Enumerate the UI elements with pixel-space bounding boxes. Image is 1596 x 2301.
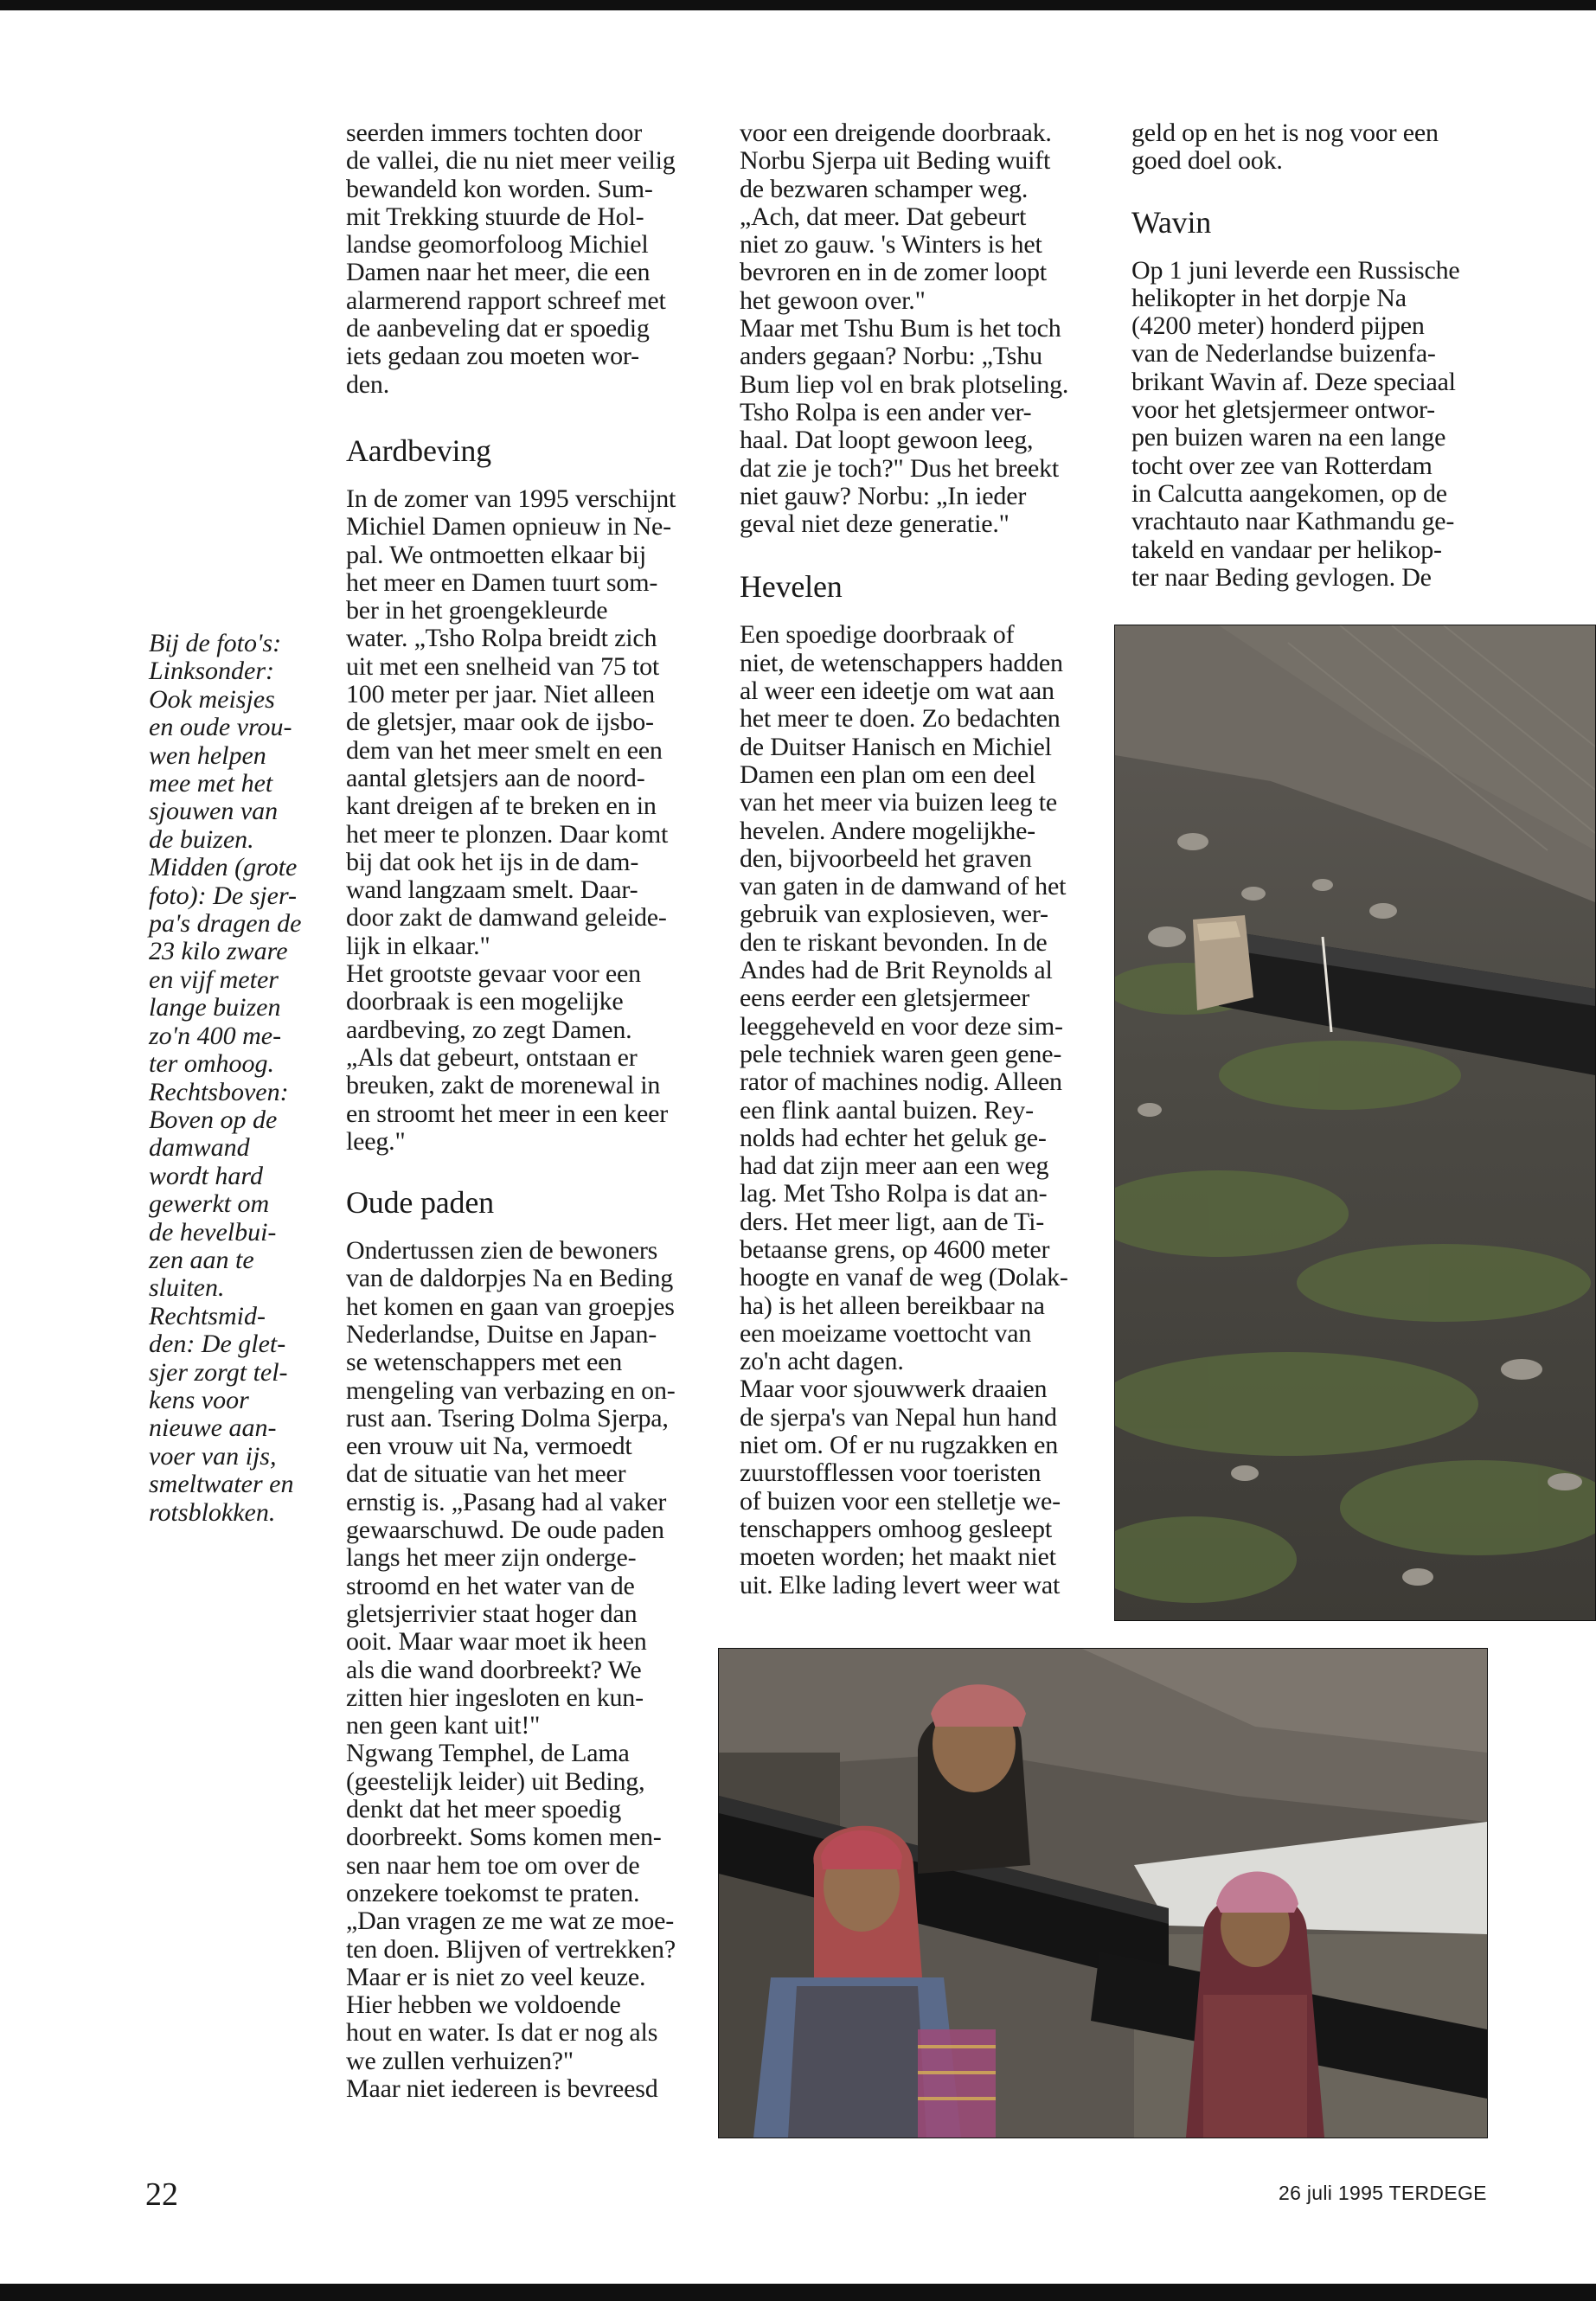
paragraph: Ondertussen zien de bewoners van de daldorpjes Na en Beding het komen en gaan van groepjes Nederlandse, Duitse en Japan- se wetenschappers met een mengeling van verbazing en on- rust aan. Tsering Dolma Sjerpa, een vrouw uit Na, vermoedt dat de situatie van het meer ernstig is. „Pasang had al vaker gewaarschuwd. De oude paden langs het meer zijn onderge- stroomd en het water van de gletsjerrivier staat hoger dan ooit. Maar waar moet ik heen als die wand doorbreekt? We zitten hier ingesloten en kun- nen geen kant uit!" Ngwang Temphel, de Lama (geestelijk leider) uit Beding, denkt dat het meer spoedig doorbreekt. Soms komen men- sen naar hem toe om over de onzekere toekomst te praten. „Dan vragen ze me wat ze moe- ten doen. Blijven of vertrekken? Maar er is niet zo veel keuze. Hier hebben we voldoende hout en water. Is dat er nog als we zullen verhuizen?" Maar niet iedereen is bevreesd — [346, 1236, 676, 2103]
photo-pipe-on-slope — [1114, 625, 1596, 1621]
section-heading-oude-paden: Oude paden — [346, 1185, 494, 1221]
page-bottom-border — [0, 2284, 1596, 2301]
article-column-1 — [346, 119, 709, 2103]
paragraph: In de zomer van 1995 verschijnt Michiel Damen opnieuw in Ne- pal. We ontmoetten elkaar bij het meer en Damen tuurt som- ber in het groengekleurde water. „Tsho Rolpa breidt zich uit met een snelheid van 75 tot 100 meter per jaar. Niet alleen de gletsjer, maar ook de ijsbo- dem van het meer smelt en een aantal gletsjers aan de noord- kant dreigen af te breken en in het meer te plonzen. Daar komt bij dat ook het ijs in de dam- wand langzaam smelt. Daar- door zakt de damwand geleide- lijk in elkaar." Het grootste gevaar voor een doorbraak is een mogelijke aardbeving, zo zegt Damen. „Als dat gebeurt, ontstaan er breuken, zakt de morenewal in en stroomt het meer in een keer leeg." — [346, 484, 676, 1156]
section-heading-wavin: Wavin — [1131, 204, 1212, 240]
page-top-border — [0, 0, 1596, 10]
paragraph: voor een dreigende doorbraak. Norbu Sjerpa uit Beding wuift de bezwaren schamper weg. „Ach, dat meer. Dat gebeurt niet zo gauw. 's Winters is het bevroren en in de zomer loopt het gewoon over." Maar met Tshu Bum is het toch anders gegaan? Norbu: „Tshu Bum liep vol en brak plotseling. Tsho Rolpa is een ander ver- haal. Dat loopt gewoon leeg, dat zie je toch?" Dus het breekt niet gauw? Norbu: „In ieder geval niet deze generatie." — [740, 119, 1069, 539]
paragraph: seerden immers tochten door de vallei, die nu niet meer veilig bewandeld kon worden. Sum- mit Trekking stuurde de Hol- landse geomorfoloog Michiel Damen naar het meer, die een alarmerend rapport schreef met de aanbeveling dat er spoedig iets gedaan zou moeten wor- den. — [346, 119, 676, 399]
paragraph: Een spoedige doorbraak of niet, de wetenschappers hadden al weer een ideetje om wat aan het meer te doen. Zo bedachten de Duitser Hanisch en Michiel Damen een plan om een deel van het meer via buizen leeg te hevelen. Andere mogelijkhe- den, bijvoorbeeld het graven van gaten in de damwand of het gebruik van explosieven, wer- den te riskant bevonden. In de Andes had de Brit Reynolds al eens eerder een gletsjermeer leeggeheveld en voor deze sim- pele techniek waren geen gene- rator of machines nodig. Alleen een flink aantal buizen. Rey- nolds had echter het geluk ge- had dat zijn meer aan een weg lag. Met Tsho Rolpa is dat an- ders. Het meer ligt, aan de Ti- betaanse grens, op 4600 meter hoogte en vanaf de weg (Dolak- ha) is het alleen bereikbaar na een moeizame voettocht van zo'n acht dagen. Maar voor sjouwwerk draaien de sjerpa's van Nepal hun hand niet om. Of er nu rugzakken en zuurstofflessen voor toeristen of buizen voor een stelletje we- tenschappers omhoog gesleept moeten worden; het maakt niet uit. Elke lading levert weer wat — [740, 620, 1068, 1599]
photo-sherpa-girls-carrying-pipes — [718, 1648, 1488, 2138]
issue-date-footer: 26 juli 1995 TERDEGE — [1279, 2182, 1487, 2204]
article-column-2 — [740, 119, 1099, 1599]
article-column-3 — [1131, 119, 1473, 592]
paragraph: Op 1 juni leverde een Russische helikopter in het dorpje Na (4200 meter) honderd pijpen van de Nederlandse buizenfa- brikant Wavin af. Deze speciaal voor het gletsjermeer ontwor- pen buizen waren na een lange tocht over zee van Rotterdam in Calcutta aangekomen, op de vrachtauto naar Kathmandu ge- takeld en vandaar per helikop- ter naar Beding gevlogen. De — [1131, 255, 1460, 592]
photo-caption: Bij de foto's: Linksonder: Ook meisjes en oude vrou- wen helpen mee met het sjouwen van de buizen. Midden (grote foto): De sjer- pa's dragen de 23 kilo zware en vijf meter lange buizen zo'n 400 me- ter omhoog. Rechtsboven: Boven op de damwand wordt hard gewerkt om de hevelbui- zen aan te sluiten. Rechtsmid- den: De glet- sjer zorgt tel- kens voor nieuwe aan- voer van ijs, smeltwater en rotsblokken. — [149, 629, 302, 1527]
page-number: 22 — [145, 2176, 178, 2213]
section-heading-hevelen: Hevelen — [740, 569, 843, 605]
paragraph: geld op en het is nog voor een goed doel ook. — [1131, 119, 1439, 176]
section-heading-aardbeving: Aardbeving — [346, 433, 491, 468]
